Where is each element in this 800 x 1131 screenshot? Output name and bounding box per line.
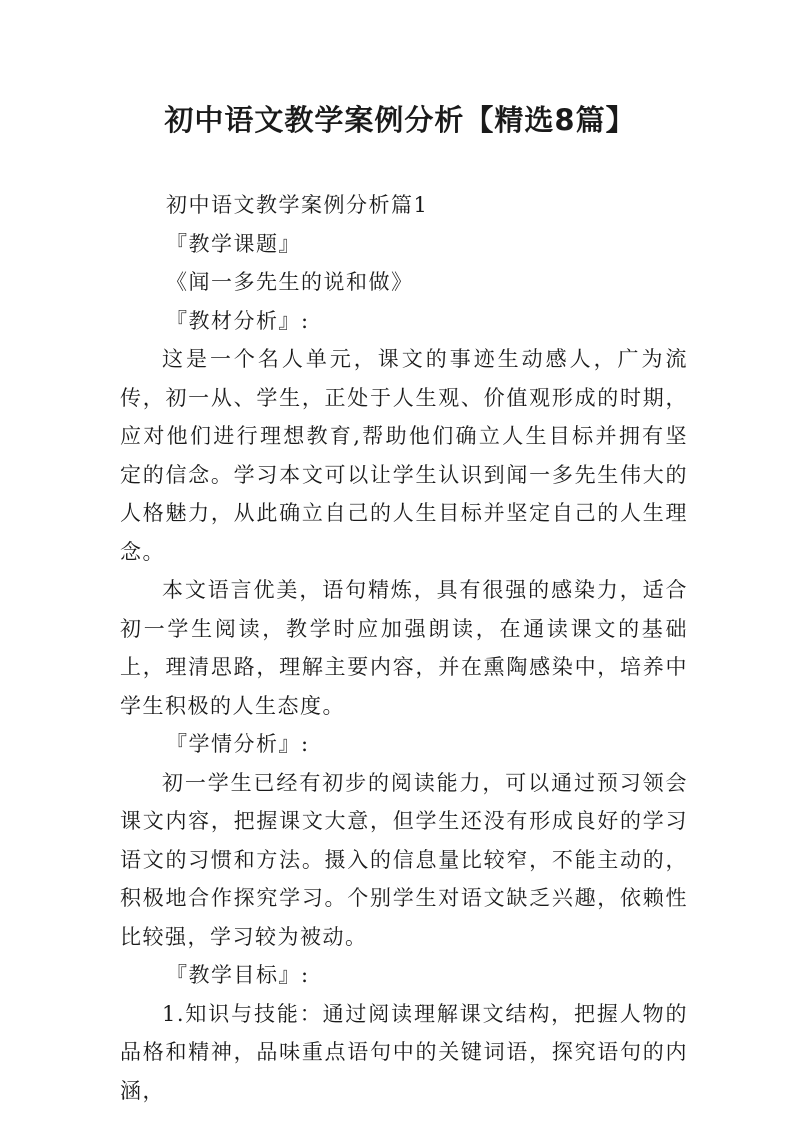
label-teaching-topic: 『教学课题』 — [166, 231, 301, 256]
label-material-analysis: 『教材分析』: — [166, 308, 310, 333]
document-body — [120, 186, 688, 1110]
paragraph-material-1: 这是一个名人单元，课文的事迹生动感人，广为流传，初一从、学生，正处于人生观、价值观形成的时期，应对他们进行理想教育,帮助他们确立人生目标并拥有坚定的信念。学习本文可以让学生认识到闻一多先生伟大的人格魅力，从此确立自己的人生目标并坚定自己的人生理念。 — [120, 347, 688, 564]
paragraph-student-analysis: 初一学生已经有初步的阅读能力，可以通过预习领会课文内容，把握课文大意，但学生还没有形成良好的学习语文的习惯和方法。摄入的信息量比较窄，不能主动的，积极地合作探究学习。个别学生对语文缺乏兴趣，依赖性比较强，学习较为被动。 — [120, 770, 688, 949]
label-student-analysis: 『学情分析』: — [166, 732, 310, 756]
document-title: 初中语文教学案例分析【精选8篇】 — [164, 103, 636, 137]
paragraph-goal-1: 1.知识与技能：通过阅读理解课文结构，把握人物的品格和精神，品味重点语句中的关键词语，探究语句的内涵， — [120, 1001, 688, 1103]
label-teaching-goals: 『教学目标』: — [166, 963, 310, 987]
lesson-title: 《闻一多先生的说和做》 — [166, 270, 414, 294]
section-heading: 初中语文教学案例分析篇1 — [166, 193, 429, 217]
paragraph-material-2: 本文语言优美，语句精炼，具有很强的感染力，适合初一学生阅读，教学时应加强朗读，在通读课文的基础上，理清思路，理解主要内容，并在熏陶感染中，培养中学生积极的人生态度。 — [120, 578, 688, 718]
